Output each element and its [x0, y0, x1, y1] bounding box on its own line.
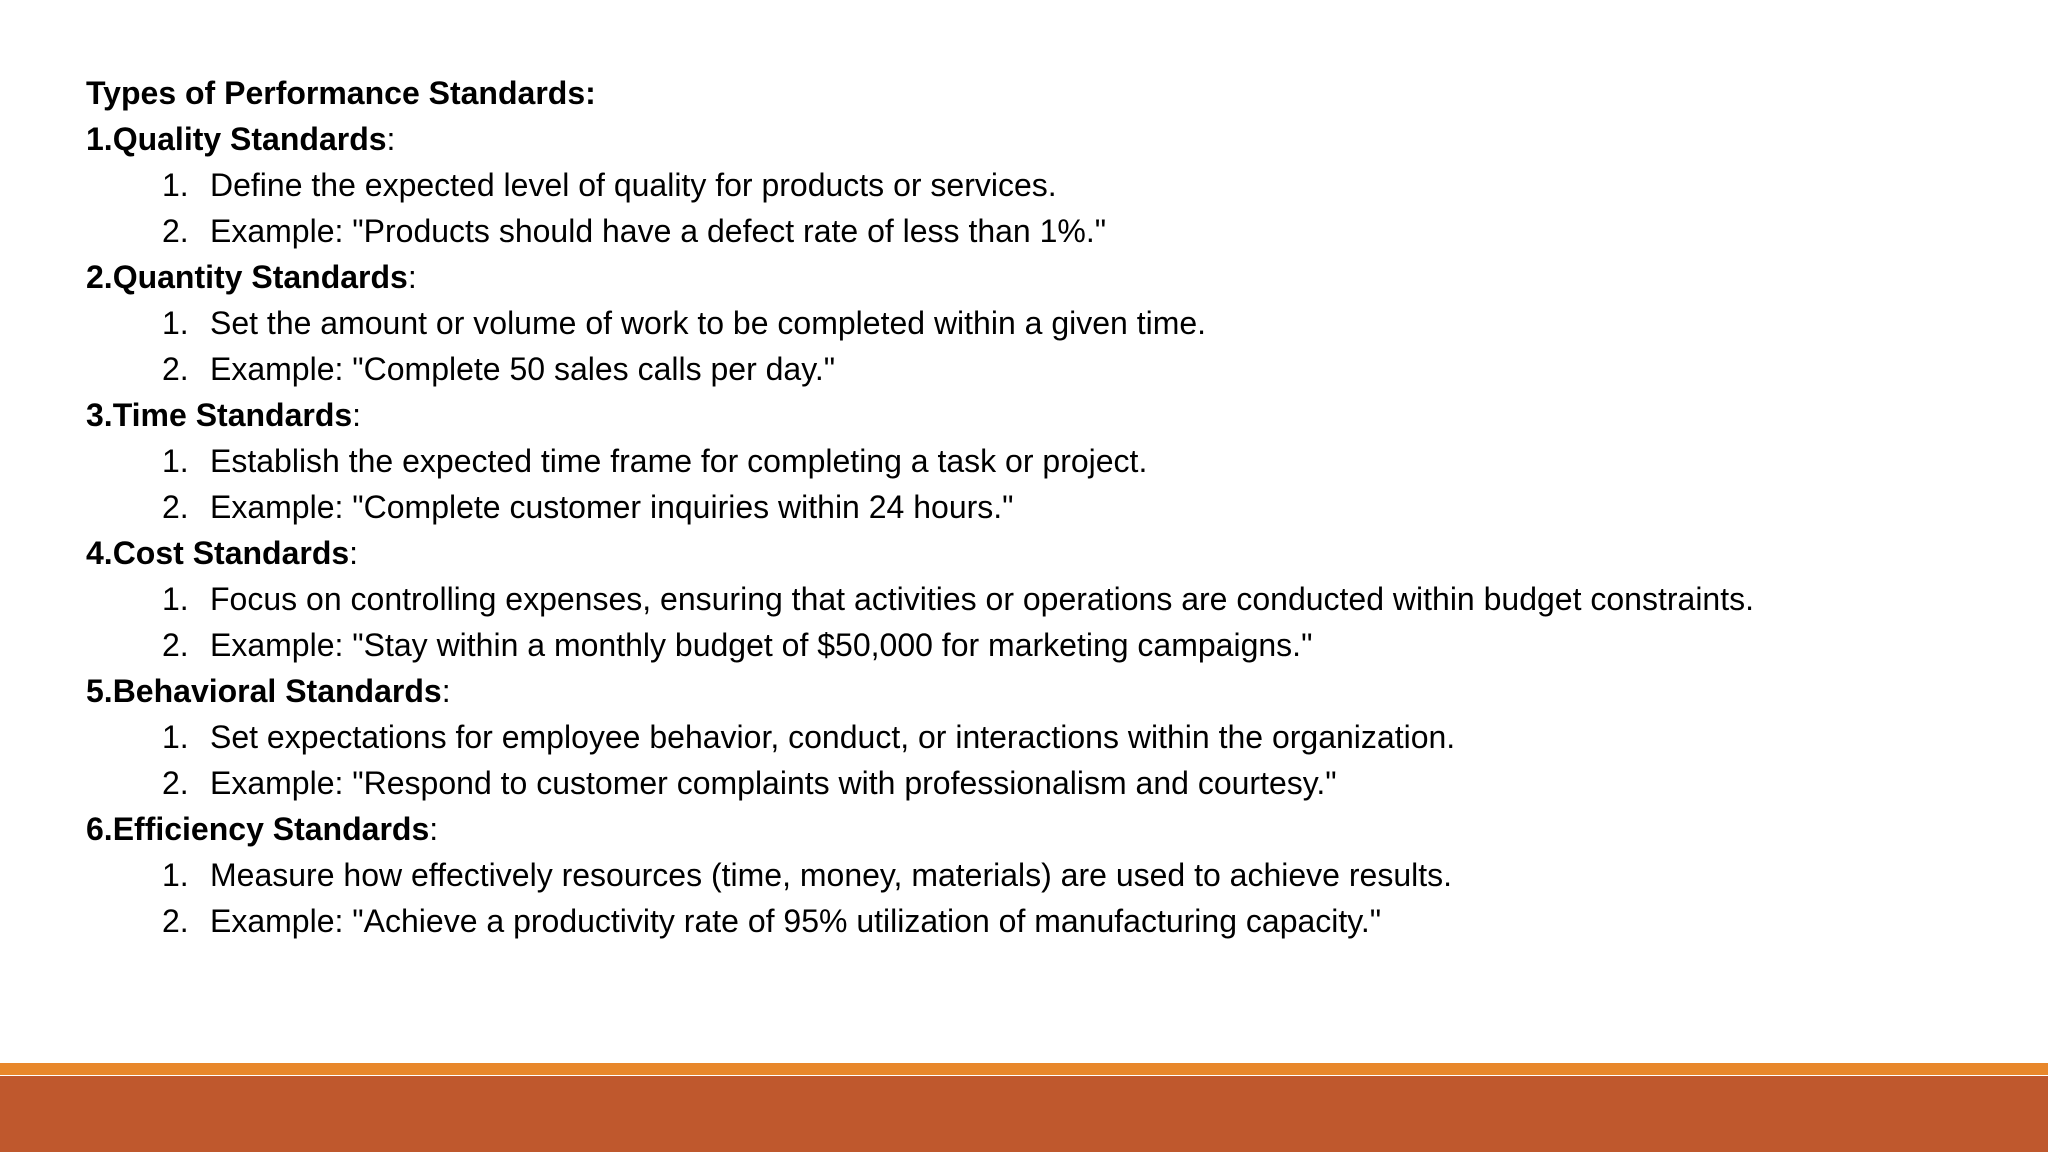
list-item-text: Example: "Achieve a productivity rate of 95% utilization of manufacturing capacity.": [210, 903, 1382, 939]
list-item-text: Set expectations for employee behavior, conduct, or interactions within the organization.: [210, 719, 1456, 755]
list-item: [86, 208, 2026, 254]
section-title-behavioral: [86, 668, 2026, 714]
list-item-text: Example: "Respond to customer complaints with professionalism and courtesy.": [210, 765, 1337, 801]
list-item-number: 1.: [162, 719, 189, 755]
list-item: [86, 484, 2026, 530]
list-item-number: 1.: [162, 443, 189, 479]
section-title-quality: [86, 116, 2026, 162]
list-item-text: Define the expected level of quality for products or services.: [210, 167, 1057, 203]
section-colon: :: [407, 259, 417, 295]
footer-bar: [0, 1076, 2048, 1152]
list-item-number: 1.: [162, 581, 189, 617]
list-item: [86, 714, 2026, 760]
list-item-text: Example: "Complete 50 sales calls per day.": [210, 351, 836, 387]
section-title-cost: [86, 530, 2026, 576]
list-item-number: 2.: [162, 489, 189, 525]
list-item-text: Example: "Products should have a defect rate of less than 1%.": [210, 213, 1107, 249]
list-item: [86, 852, 2026, 898]
list-item-number: 2.: [162, 903, 189, 939]
section-title-efficiency: [86, 806, 2026, 852]
list-item-text: Focus on controlling expenses, ensuring that activities or operations are conducted within budget constraints.: [210, 581, 1754, 617]
list-item: [86, 576, 2026, 622]
list-item-text: Set the amount or volume of work to be completed within a given time.: [210, 305, 1207, 341]
section-colon: :: [386, 121, 396, 157]
section-title-text: 5.Behavioral Standards: [86, 673, 442, 709]
list-item-text: Establish the expected time frame for completing a task or project.: [210, 443, 1148, 479]
section-colon: :: [441, 673, 451, 709]
slide-heading: Types of Performance Standards:: [86, 75, 596, 111]
list-item-number: 1.: [162, 857, 189, 893]
list-item-number: 1.: [162, 305, 189, 341]
list-item: [86, 346, 2026, 392]
section-title-text: 4.Cost Standards: [86, 535, 350, 571]
footer-accent-stripe: [0, 1063, 2048, 1075]
list-item-number: 1.: [162, 167, 189, 203]
section-title-text: 6.Efficiency Standards: [86, 811, 430, 847]
list-item-number: 2.: [162, 765, 189, 801]
list-item: [86, 898, 2026, 944]
list-item: [86, 300, 2026, 346]
list-item-text: Measure how effectively resources (time, money, materials) are used to achieve results.: [210, 857, 1452, 893]
list-item: [86, 438, 2026, 484]
list-item-number: 2.: [162, 627, 189, 663]
section-title-text: 2.Quantity Standards: [86, 259, 408, 295]
list-item-number: 2.: [162, 213, 189, 249]
list-item: [86, 760, 2026, 806]
section-colon: :: [349, 535, 359, 571]
list-item-number: 2.: [162, 351, 189, 387]
list-item: [86, 622, 2026, 668]
section-colon: :: [352, 397, 362, 433]
list-item-text: Example: "Stay within a monthly budget of $50,000 for marketing campaigns.": [210, 627, 1313, 663]
section-title-quantity: [86, 254, 2026, 300]
section-title-text: 1.Quality Standards: [86, 121, 387, 157]
slide-content: [86, 70, 2026, 944]
list-item: [86, 162, 2026, 208]
section-title-text: 3.Time Standards: [86, 397, 353, 433]
section-title-time: [86, 392, 2026, 438]
list-item-text: Example: "Complete customer inquiries within 24 hours.": [210, 489, 1014, 525]
section-colon: :: [429, 811, 439, 847]
